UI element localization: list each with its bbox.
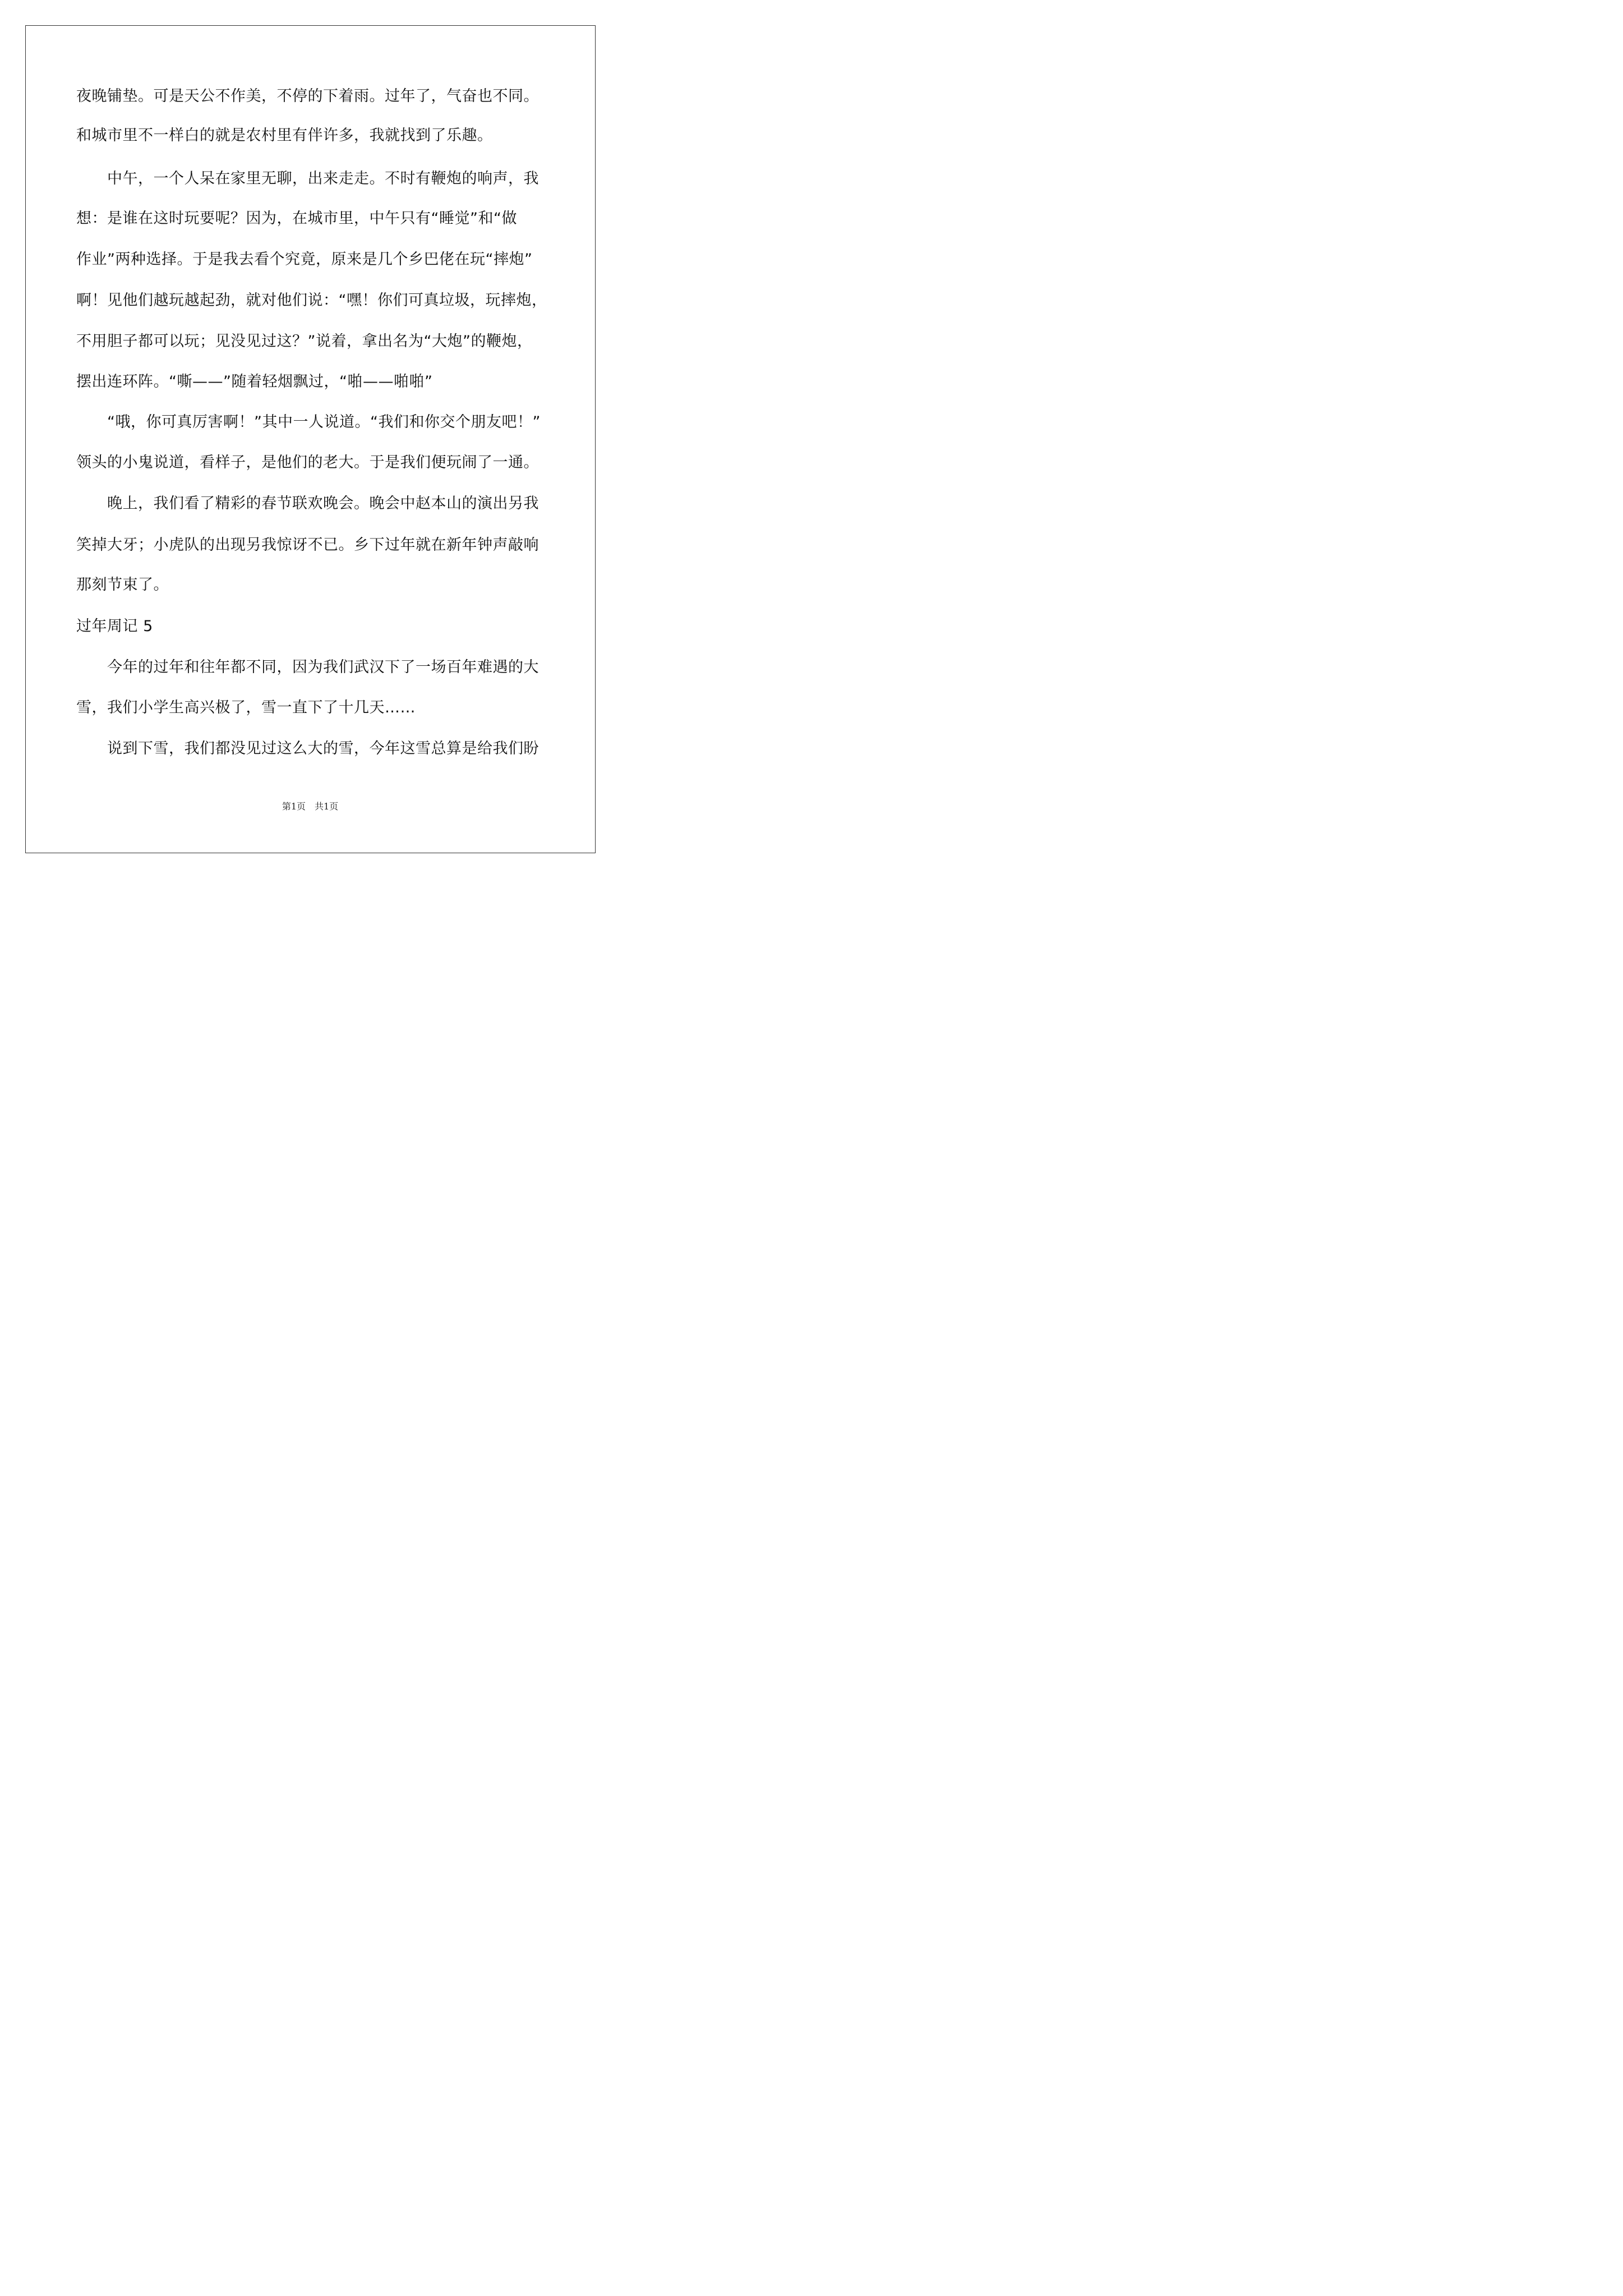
text-line: 那刻节束了。 xyxy=(76,576,169,593)
page-border xyxy=(25,25,596,853)
text-line: 和城市里不一样白的就是农村里有伴许多，我就找到了乐趣。 xyxy=(76,127,493,144)
text-line: 夜晚铺垫。可是天公不作美，不停的下着雨。过年了，气奋也不同。 xyxy=(76,88,539,105)
text-line: 晚上，我们看了精彩的春节联欢晚会。晚会中赵本山的演出另我 xyxy=(107,495,539,512)
text-line: 作业”两种选择。于是我去看个究竟，原来是几个乡巴佬在玩“摔炮” xyxy=(76,251,533,268)
page-number-footer: 第1页 共1页 xyxy=(282,801,339,812)
text-line: 想：是谁在这时玩要呢？因为，在城市里，中午只有“睡觉”和“做 xyxy=(76,210,517,227)
text-line: 啊！见他们越玩越起劲，就对他们说：“嘿！你们可真垃圾，玩摔炮， xyxy=(76,292,547,309)
text-line: 中午，一个人呆在家里无聊，出来走走。不时有鞭炮的响声，我 xyxy=(107,170,539,187)
text-line: 今年的过年和往年都不同，因为我们武汉下了一场百年难遇的大 xyxy=(107,659,539,676)
section-heading: 过年周记 5 xyxy=(76,618,153,635)
text-line: 笑掉大牙；小虎队的出现另我惊讶不已。乡下过年就在新年钟声敲响 xyxy=(76,536,539,554)
text-line: 说到下雪，我们都没见过这么大的雪，今年这雪总算是给我们盼 xyxy=(107,740,539,757)
text-line: 摆出连环阵。“嘶——”随着轻烟飘过，“啪——啪啪” xyxy=(76,373,433,390)
text-line: 不用胆子都可以玩；见没见过这？”说着，拿出名为“大炮”的鞭炮， xyxy=(76,333,533,350)
text-line: 雪，我们小学生高兴极了，雪一直下了十几天…… xyxy=(76,699,416,716)
text-line: “哦，你可真厉害啊！”其中一人说道。“我们和你交个朋友吧！” xyxy=(107,413,541,431)
text-line: 领头的小鬼说道，看样子，是他们的老大。于是我们便玩闹了一通。 xyxy=(76,454,539,471)
